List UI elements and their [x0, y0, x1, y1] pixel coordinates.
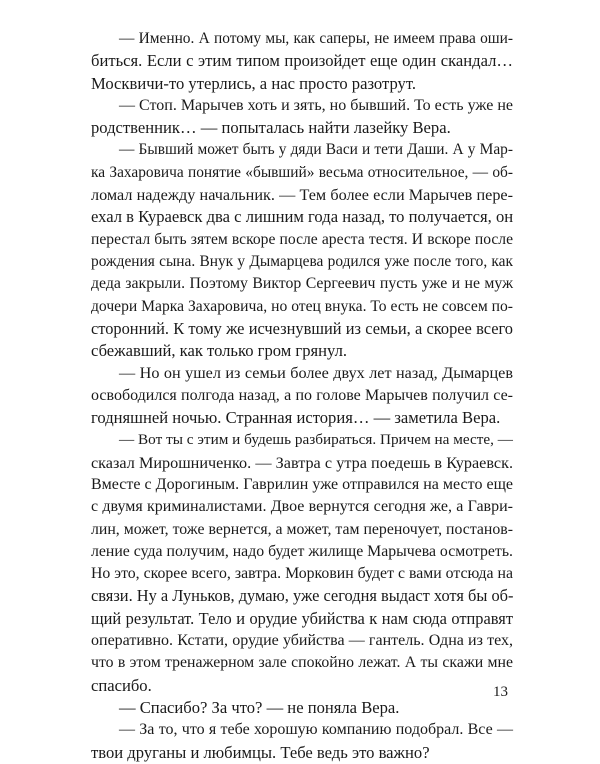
body-text: [91, 28, 513, 764]
text-line: биться. Если с этим типом произойдет еще один скандал…: [91, 51, 513, 71]
text-line: сбежавший, как только гром грянул.: [91, 341, 348, 361]
text-line: — За то, что я тебе хорошую компанию подобрал. Все —: [119, 721, 513, 739]
text-line: — Стоп. Марычев хоть и зять, но бывший. То есть уже не: [119, 96, 513, 114]
text-line: освободился полгода назад, а по голове Марычев получил се-: [91, 386, 513, 404]
text-line: родственник… — попыталась найти лазейку Вера.: [91, 118, 451, 138]
text-line: ка Захаровича понятие «бывший» весьма относительное, — об-: [91, 163, 513, 181]
text-line: годняшней ночью. Странная история… — заметила Вера.: [91, 408, 501, 428]
text-line: ление суда получим, надо будет жилище Марычева осмотреть.: [91, 542, 513, 560]
text-line: — Бывший может быть у дяди Васи и тети Даши. А у Мар-: [119, 141, 513, 159]
text-line: перестал быть зятем вскоре после ареста тестя. И вскоре после: [91, 230, 513, 248]
text-line: Вместе с Дорогиным. Гаврилин уже отправился на место еще: [91, 475, 513, 493]
text-line: лин, может, тоже вернется, а может, там переночует, постанов-: [91, 520, 513, 538]
text-line: щий результат. Тело и орудие убийства к нам сюда отправят: [91, 608, 513, 628]
text-line: Москвичи-то утерлись, а нас просто разотрут.: [91, 73, 416, 93]
text-line: сказал Мирошниченко. — Завтра с утра поедешь в Кураевск.: [91, 453, 513, 472]
text-line: — Спасибо? За что? — не поняла Вера.: [119, 697, 400, 717]
text-line: — Именно. А потому мы, как саперы, не имеем права оши-: [119, 30, 513, 47]
text-line: связи. Ну а Луньков, думаю, уже сегодня выдаст хотя бы об-: [91, 586, 514, 606]
text-line: Но это, скорее всего, завтра. Морковин будет с вами отсюда на: [91, 565, 513, 583]
text-line: спасибо.: [91, 675, 152, 695]
text-line: твои друганы и любимцы. Тебе ведь это важно?: [91, 742, 430, 762]
text-line: оперативно. Кстати, орудие убийства — гантель. Одна из тех,: [91, 632, 513, 650]
text-line: дочери Марка Захаровича, но отец внука. То есть не совсем по-: [91, 297, 513, 315]
text-line: — Но он ушел из семьи более двух лет назад, Дымарцев: [119, 364, 513, 383]
text-line: что в этом тренажерном зале спокойно лежат. А ты скажи мне: [91, 654, 513, 672]
text-line: — Вот ты с этим и будешь разбираться. Причем на месте, —: [119, 431, 513, 449]
text-line: рождения сына. Внук у Дымарцева родился уже после того, как: [91, 252, 513, 270]
text-line: с двумя криминалистами. Двое вернутся сегодня же, а Гаври-: [91, 498, 513, 516]
text-line: деда закрыли. Поэтому Виктор Сергеевич пусть уже и не муж: [91, 275, 513, 293]
page-number: 13: [493, 684, 508, 700]
text-line: ломал надежду начальник. — Тем более если Марычев пере-: [91, 186, 513, 205]
text-line: сторонний. К тому же исчезнувший из семьи, а скорее всего: [91, 318, 513, 338]
text-line: ехал в Кураевск два с лишним года назад, то получается, он: [91, 207, 514, 227]
